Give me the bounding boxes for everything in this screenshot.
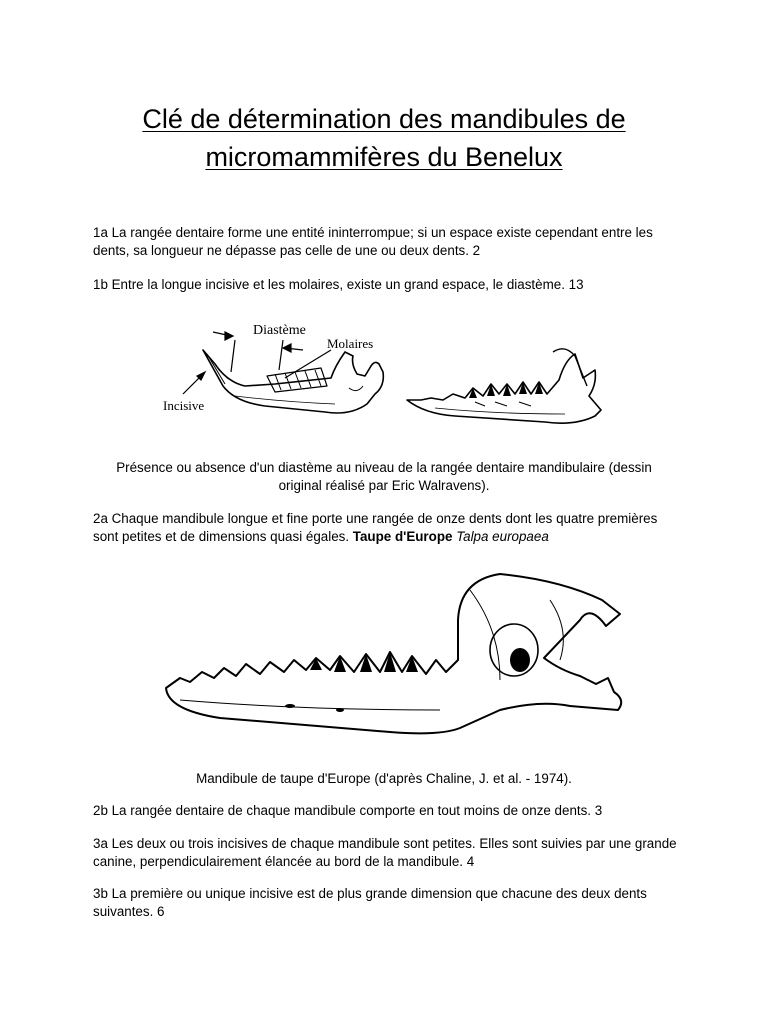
mandible-with-diastema (203, 350, 383, 413)
species-latin-name: Talpa europaea (456, 529, 549, 544)
label-diastema: Diastème (253, 323, 306, 338)
page-title (60, 100, 708, 176)
paragraph-3a: 3a Les deux ou trois incisives de chaque mandibule sont petites. Elles sont suivies par une grande canine, perpendiculairement élancée au bord de la mandibule. 4 (93, 836, 677, 869)
mole-mandible-drawing (140, 560, 630, 760)
paragraph-2b: 2b La rangée dentaire de chaque mandibule comporte en tout moins de onze dents. 3 (93, 803, 603, 818)
paragraph-1a: 1a La rangée dentaire forme une entité ininterrompue; si un espace existe cependant entre les dents, sa longueur ne dépasse pas celle de une ou deux dents. 2 (93, 225, 653, 258)
mole-mandible-outline (166, 574, 621, 733)
diastema-figure (135, 304, 625, 454)
paragraph-2a-text: 2a Chaque mandibule longue et fine porte une rangée de onze dents dont les quatre premières sont petites et de dimensions quasi égales. (93, 511, 658, 544)
mandible-without-diastema (407, 349, 601, 423)
mole-mandible-figure (140, 560, 630, 760)
figure-2-caption: Mandibule de taupe d'Europe (d'après Chaline, J. et al. - 1974). (196, 771, 572, 786)
title-line-1: Clé de détermination des mandibules de (142, 104, 626, 134)
diastema-drawing (135, 304, 625, 454)
species-common-name: Taupe d'Europe (352, 529, 453, 544)
label-incisor: Incisive (163, 398, 205, 413)
figure-1-caption: Présence ou absence d'un diastème au niveau de la rangée dentaire mandibulaire (dessin original réalisé par Eric Walravens). (116, 460, 652, 493)
mole-tooth-shading (285, 648, 530, 712)
paragraph-2a (93, 510, 683, 546)
label-molars: Molaires (327, 336, 374, 351)
paragraph-1b: 1b Entre la longue incisive et les molaires, existe un grand espace, le diastème. 13 (93, 277, 584, 292)
title-line-2: micromammifères du Benelux (205, 142, 563, 172)
paragraph-3b: 3b La première ou unique incisive est de plus grande dimension que chacune des deux dents suivantes. 6 (93, 886, 647, 919)
